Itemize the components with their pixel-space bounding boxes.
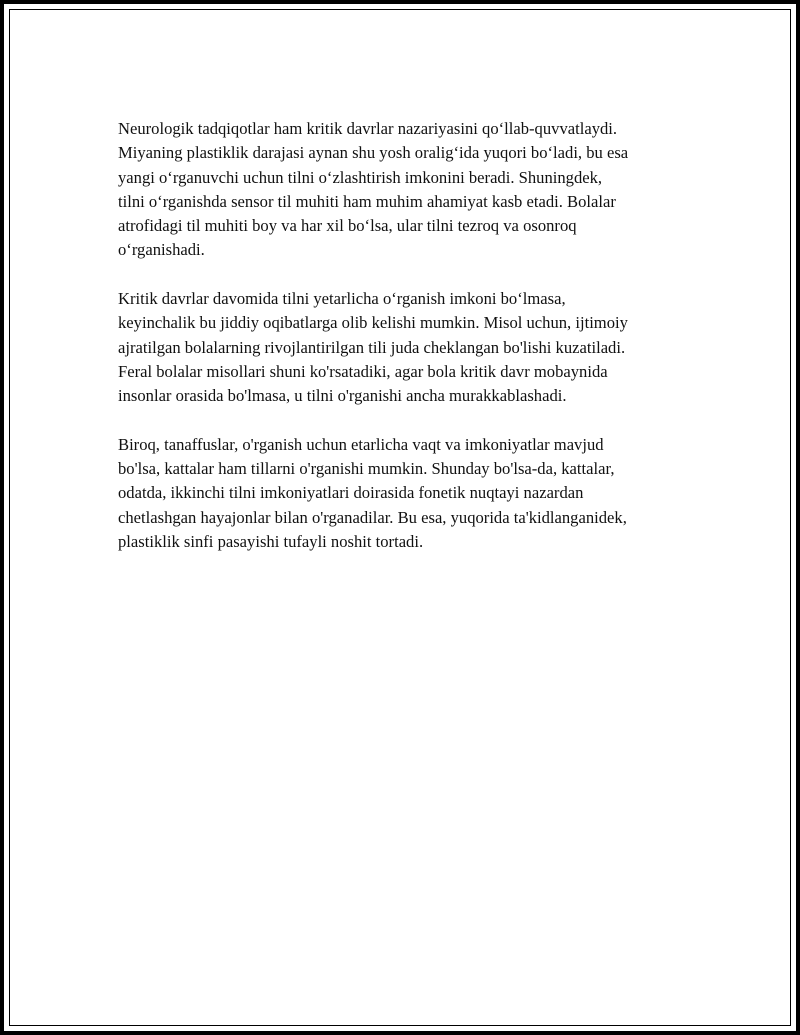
text-line: Biroq, tanaffuslar, o'rganish uchun etarlicha vaqt va imkoniyatlar mavjud	[118, 434, 604, 454]
text-line: o‘rganishadi.	[118, 240, 205, 260]
paragraph-2	[118, 287, 688, 408]
text-line: keyinchalik bu jiddiy oqibatlarga olib kelishi mumkin. Misol uchun, ijtimoiy	[118, 313, 628, 333]
text-line: Neurologik tadqiqotlar ham kritik davrlar nazariyasini qo‘llab-quvvatlaydi.	[118, 119, 618, 138]
text-line: atrofidagi til muhiti boy va har xil bo‘lsa, ular tilni tezroq va osonroq	[118, 216, 577, 236]
text-line: ajratilgan bolalarning rivojlantirilgan tili juda cheklangan bo'lishi kuzatiladi.	[118, 337, 626, 357]
text-line: tilni o‘rganishda sensor til muhiti ham muhim ahamiyat kasb etadi. Bolalar	[118, 191, 616, 211]
paragraph-1	[118, 117, 688, 263]
text-line: Feral bolalar misollari shuni ko'rsatadiki, agar bola kritik davr mobaynida	[118, 361, 608, 381]
paragraph-3	[118, 433, 688, 554]
document-body	[118, 117, 688, 579]
text-line: plastiklik sinfi pasayishi tufayli noshit tortadi.	[118, 532, 424, 552]
text-line: chetlashgan hayajonlar bilan o'rganadilar. Bu esa, yuqorida ta'kidlanganidek,	[118, 507, 627, 527]
text-line: Miyaning plastiklik darajasi aynan shu yosh oralig‘ida yuqori bo‘ladi, bu esa	[118, 143, 629, 163]
text-line: Kritik davrlar davomida tilni yetarlicha o‘rganish imkoni bo‘lmasa,	[118, 289, 566, 309]
text-line: yangi o‘rganuvchi uchun tilni o‘zlashtirish imkonini beradi. Shuningdek,	[118, 167, 603, 187]
text-line: bo'lsa, kattalar ham tillarni o'rganishi mumkin. Shunday bo'lsa-da, kattalar,	[118, 459, 615, 479]
text-line: odatda, ikkinchi tilni imkoniyatlari doirasida fonetik nuqtayi nazardan	[118, 483, 584, 503]
text-line: insonlar orasida bo'lmasa, u tilni o'rganishi ancha murakkablashadi.	[118, 386, 567, 406]
